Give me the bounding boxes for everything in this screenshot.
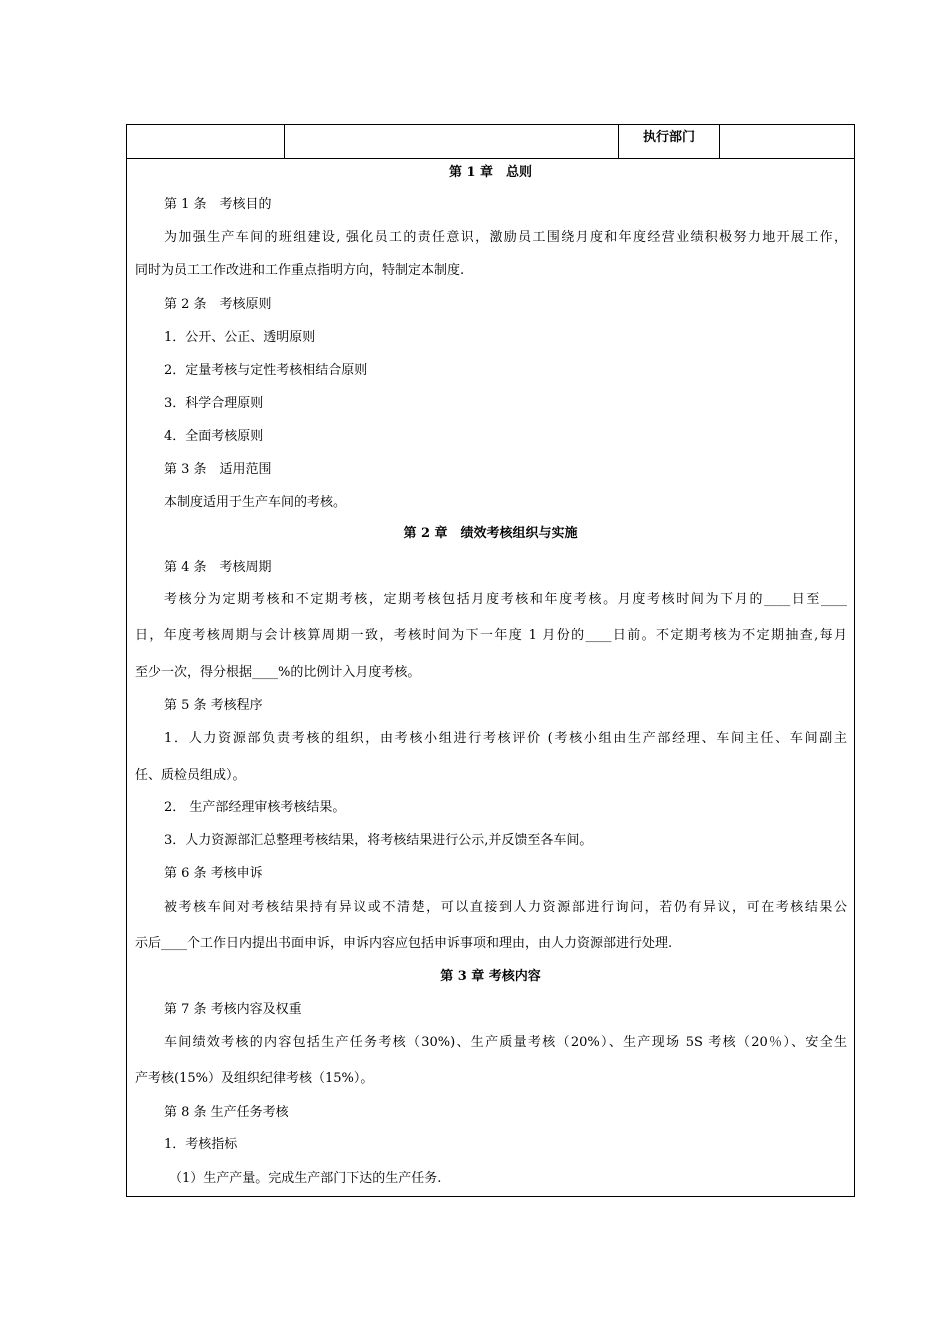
text-line-a5: 第 5 条 考核程序: [164, 698, 263, 713]
header-cell-4: [720, 125, 854, 158]
chapter-heading-ch1: 第 1 章 总则: [448, 165, 533, 180]
text-line-p6b: 示后____个工作日内提出书面申诉，申诉内容应包括申诉事项和理由，由人力资源部进行处理.: [135, 936, 673, 951]
text-line-p5a: 1．人力资源部负责考核的组织，由考核小组进行考核评价 (考核小组由生产部经理、车间主任、车间副主: [164, 731, 847, 746]
chapter-heading-ch2: 第 2 章 绩效考核组织与实施: [403, 526, 578, 541]
chapter-heading-ch3: 第 3 章 考核内容: [440, 969, 541, 984]
header-cell-2: [285, 125, 619, 158]
text-line-a6: 第 6 条 考核申诉: [164, 866, 263, 881]
text-line-a4: 第 4 条 考核周期: [164, 560, 272, 575]
header-cell-1: [127, 125, 285, 158]
text-line-p1b: 同时为员工工作改进和工作重点指明方向，特制定本制度.: [135, 263, 465, 278]
text-line-p7a: 车间绩效考核的内容包括生产任务考核（30%)、生产质量考核（20%）、生产现场 5S 考核（20％）、安全生: [164, 1035, 847, 1050]
document-table: [126, 124, 855, 1197]
text-line-p6a: 被考核车间对考核结果持有异议或不清楚，可以直接到人力资源部进行询问，若仍有异议，可在考核结果公: [164, 900, 847, 915]
text-line-a1: 第 1 条 考核目的: [164, 197, 272, 212]
text-line-p7b: 产考核(15%）及组织纪律考核（15%）。: [135, 1071, 374, 1086]
text-line-a3: 第 3 条 适用范围: [164, 462, 272, 477]
text-line-p8b: （1）生产产量。完成生产部门下达的生产任务.: [169, 1171, 442, 1186]
text-line-a7: 第 7 条 考核内容及权重: [164, 1002, 302, 1017]
text-line-p5d: 3．人力资源部汇总整理考核结果，将考核结果进行公示,并反馈至各车间。: [164, 833, 593, 848]
text-line-p1a: 为加强生产车间的班组建设, 强化员工的责任意识，激励员工围绕月度和年度经营业绩积极努力地开展工作，: [164, 230, 847, 245]
text-line-p3: 本制度适用于生产车间的考核。: [164, 495, 347, 510]
text-line-p8a: 1．考核指标: [164, 1137, 238, 1152]
text-line-a8: 第 8 条 生产任务考核: [164, 1105, 289, 1120]
text-line-a2: 第 2 条 考核原则: [164, 297, 272, 312]
text-line-p4b: 日，年度考核周期与会计核算周期一致，考核时间为下一年度 1 月份的____日前。不定期考核为不定期抽查,每月: [135, 628, 847, 643]
text-line-i3: 3．科学合理原则: [164, 396, 264, 411]
text-line-i1: 1．公开、公正、透明原则: [164, 330, 316, 345]
text-line-p5c: 2． 生产部经理审核考核结果。: [164, 800, 346, 815]
text-line-i4: 4．全面考核原则: [164, 429, 264, 444]
header-cell-executing-department: 执行部门: [619, 125, 720, 158]
text-line-p4c: 至少一次，得分根据____%的比例计入月度考核。: [135, 665, 421, 680]
text-line-p5b: 任、质检员组成）。: [135, 768, 246, 783]
text-line-i2: 2．定量考核与定性考核相结合原则: [164, 363, 368, 378]
text-line-p4a: 考核分为定期考核和不定期考核，定期考核包括月度考核和年度考核。月度考核时间为下月的____日至____: [164, 592, 847, 607]
header-row: [127, 125, 854, 159]
